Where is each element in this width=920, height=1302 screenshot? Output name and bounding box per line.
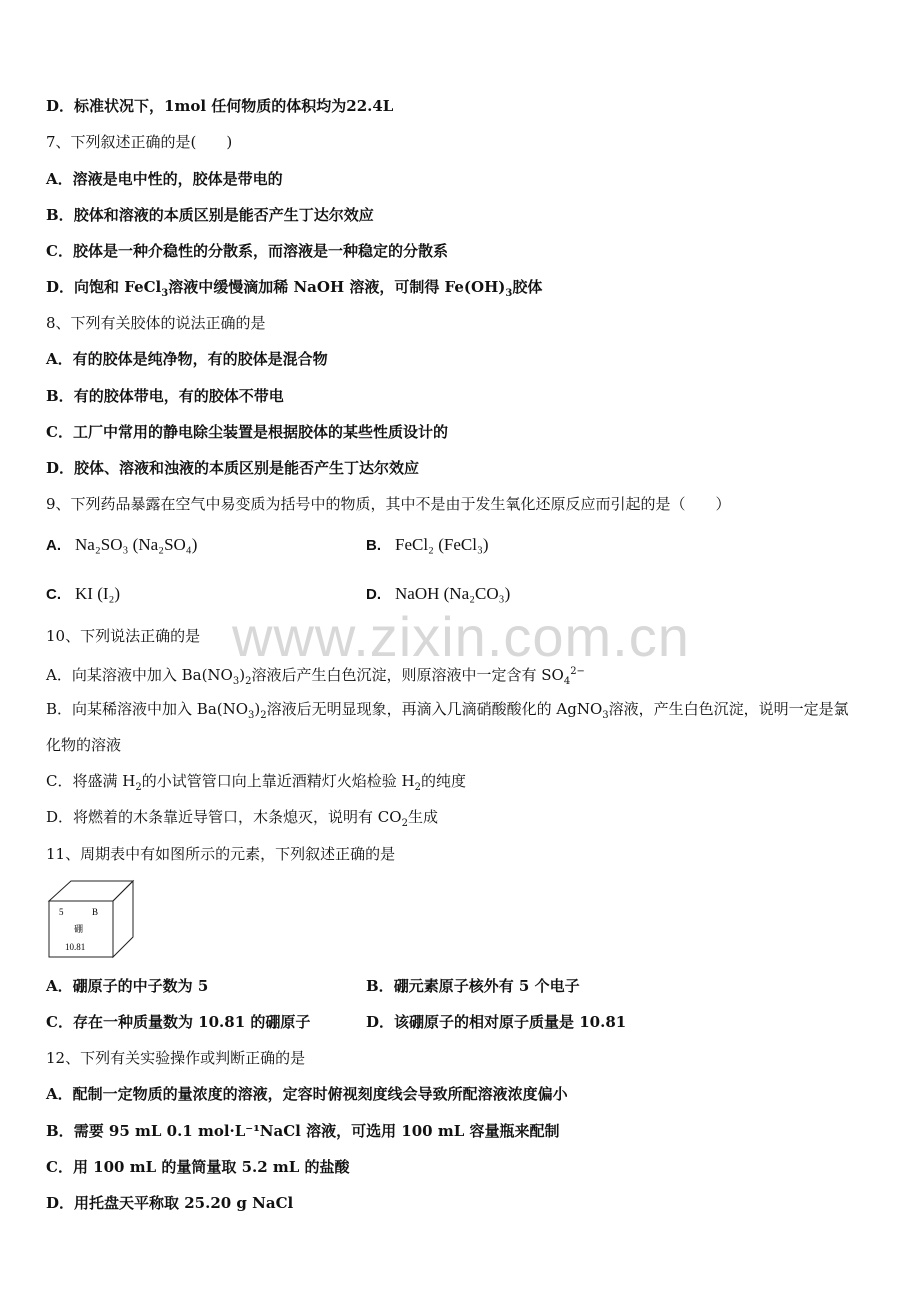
q7-option-b xyxy=(46,205,374,225)
q12-option-a xyxy=(46,1084,568,1104)
option-text: 硼原子的中子数为 5 xyxy=(72,977,209,995)
option-label: D． xyxy=(46,1194,75,1212)
option-label: D． xyxy=(46,459,75,477)
option-text: 溶液是电中性的，胶体是带电的 xyxy=(72,170,283,188)
subscript: 2 xyxy=(245,676,252,687)
option-text: 用 100 mL 的量筒量取 5.2 mL 的盐酸 xyxy=(72,1158,350,1176)
option-label: C． xyxy=(46,423,73,441)
q8-option-d xyxy=(46,458,419,478)
element-symbol: B xyxy=(92,907,99,917)
option-text: 将燃着的木条靠近导管口，木条熄灭，说明有 CO xyxy=(73,808,402,826)
q9-stem: 9、下列药品暴露在空气中易变质为括号中的物质，其中不是由于发生氧化还原反应而引起的是（ ） xyxy=(46,495,731,513)
option-text: 的小试管管口向上靠近酒精灯火焰检验 H xyxy=(141,772,415,790)
option-text: ) xyxy=(239,666,246,684)
q10-option-c xyxy=(46,771,466,798)
option-text: ) xyxy=(254,700,261,718)
option-text: 需要 95 mL 0.1 mol·L⁻¹NaCl 溶液，可选用 100 mL 容量瓶来配制 xyxy=(73,1122,560,1140)
subscript: 2 xyxy=(135,782,142,793)
q8-option-b xyxy=(46,386,284,406)
option-label: A． xyxy=(46,350,73,368)
subscript: 2 xyxy=(260,710,267,721)
option-label: B． xyxy=(46,206,74,224)
q11-stem: 11、周期表中有如图所示的元素，下列叙述正确的是 xyxy=(46,845,396,863)
option-label: D. xyxy=(366,586,381,603)
option-label: C． xyxy=(46,1013,73,1031)
option-label: C. xyxy=(46,586,61,603)
q10-option-a xyxy=(46,662,585,692)
q12-stem: 12、下列有关实验操作或判断正确的是 xyxy=(46,1049,306,1067)
subscript: 2 xyxy=(401,818,408,829)
option-label: B． xyxy=(366,977,394,995)
option-label: D． xyxy=(366,1013,395,1031)
option-text: 溶液中缓慢滴加稀 NaOH 溶液，可制得 Fe(OH) xyxy=(168,278,506,296)
q11-option-c xyxy=(46,1012,310,1032)
option-text: 该硼原子的相对原子质量是 10.81 xyxy=(394,1013,627,1031)
q12-option-c xyxy=(46,1157,350,1177)
q7-option-c xyxy=(46,241,448,261)
option-label: D． xyxy=(46,278,75,296)
option-label: D． xyxy=(46,97,75,115)
option-label: C． xyxy=(46,242,73,260)
element-name: 硼 xyxy=(74,924,84,934)
option-label: A． xyxy=(46,170,73,188)
option-label: C． xyxy=(46,1158,73,1176)
q11-option-d xyxy=(366,1012,626,1032)
option-label: A. xyxy=(46,537,61,554)
option-label: A． xyxy=(46,666,72,684)
q10-option-d xyxy=(46,807,438,834)
q12-option-d xyxy=(46,1193,293,1213)
option-label: B． xyxy=(46,387,74,405)
subscript: 2 xyxy=(414,782,421,793)
subscript: 3 xyxy=(602,710,609,721)
q11-option-a xyxy=(46,976,208,996)
option-label: B． xyxy=(46,1122,74,1140)
element-atomic-number: 5 xyxy=(59,907,64,917)
subscript: 3 xyxy=(161,288,169,299)
option-text: 用托盘天平称取 25.20 g NaCl xyxy=(74,1194,294,1212)
option-label: A． xyxy=(46,1085,73,1103)
option-text: 生成 xyxy=(407,808,438,826)
q6-option-d xyxy=(46,96,393,116)
option-text: 向某稀溶液中加入 Ba(NO xyxy=(72,700,249,718)
element-atomic-mass: 10.81 xyxy=(65,942,86,952)
option-formula: NaOH (Na₂CO₃) xyxy=(395,584,511,603)
option-formula: Na₂SO₃ (Na₂SO₄) xyxy=(75,535,198,554)
subscript: 3 xyxy=(248,710,255,721)
option-text: 胶体和溶液的本质区别是能否产生丁达尔效应 xyxy=(73,206,374,224)
option-text: 溶液后产生白色沉淀，则原溶液中一定含有 SO xyxy=(251,666,564,684)
subscript: 3 xyxy=(505,288,513,299)
superscript: 2− xyxy=(570,666,585,677)
option-text: 有的胶体带电，有的胶体不带电 xyxy=(73,387,284,405)
q8-option-c xyxy=(46,422,448,442)
q10-stem: 10、下列说法正确的是 xyxy=(46,627,201,645)
option-text: 有的胶体是纯净物，有的胶体是混合物 xyxy=(72,350,328,368)
q7-stem: 7、下列叙述正确的是( ) xyxy=(46,133,233,151)
subscript: 3 xyxy=(232,676,240,687)
q9-option-c xyxy=(46,584,120,605)
option-formula: KI (I₂) xyxy=(75,584,121,603)
option-text: 溶液，产生白色沉淀，说明一定是氯 xyxy=(608,700,849,718)
option-text: 胶体是一种介稳性的分散系，而溶液是一种稳定的分散系 xyxy=(72,242,448,260)
option-text: 向某溶液中加入 Ba(NO xyxy=(71,666,233,684)
q9-option-a xyxy=(46,535,197,556)
option-text: 将盛满 H xyxy=(72,772,136,790)
q9-option-b xyxy=(366,535,489,556)
option-text: 胶体 xyxy=(512,278,543,296)
option-label: A． xyxy=(46,977,73,995)
option-text: 存在一种质量数为 10.81 的硼原子 xyxy=(72,1013,311,1031)
option-text: 硼元素原子核外有 5 个电子 xyxy=(393,977,580,995)
element-box-figure xyxy=(46,878,138,960)
q10-option-b xyxy=(46,699,849,726)
q9-option-d xyxy=(366,584,510,605)
option-text: 的纯度 xyxy=(420,772,466,790)
option-text: 溶液后无明显现象，再滴入几滴硝酸酸化的 AgNO xyxy=(266,700,603,718)
q11-option-b xyxy=(366,976,580,996)
option-label: B. xyxy=(366,537,381,554)
subscript: 4 xyxy=(563,676,571,687)
q7-option-d xyxy=(46,277,542,304)
option-label: B． xyxy=(46,700,73,718)
option-text: 工厂中常用的静电除尘装置是根据胶体的某些性质设计的 xyxy=(72,423,448,441)
option-text: 向饱和 FeCl xyxy=(74,278,162,296)
option-text: 胶体、溶液和浊液的本质区别是能否产生丁达尔效应 xyxy=(74,459,420,477)
q8-stem: 8、下列有关胶体的说法正确的是 xyxy=(46,314,266,332)
q7-option-a xyxy=(46,169,283,189)
watermark: www.zixin.com.cn xyxy=(232,605,690,668)
option-text: 配制一定物质的量浓度的溶液，定容时俯视刻度线会导致所配溶液浓度偏小 xyxy=(72,1085,568,1103)
option-label: C． xyxy=(46,772,73,790)
q8-option-a xyxy=(46,349,328,369)
q10-option-b-continued: 化物的溶液 xyxy=(46,736,122,754)
option-formula: FeCl₂ (FeCl₃) xyxy=(395,535,489,554)
option-label: D． xyxy=(46,808,74,826)
option-text: 标准状况下，1mol 任何物质的体积均为22.4L xyxy=(74,97,394,115)
q12-option-b xyxy=(46,1121,559,1141)
